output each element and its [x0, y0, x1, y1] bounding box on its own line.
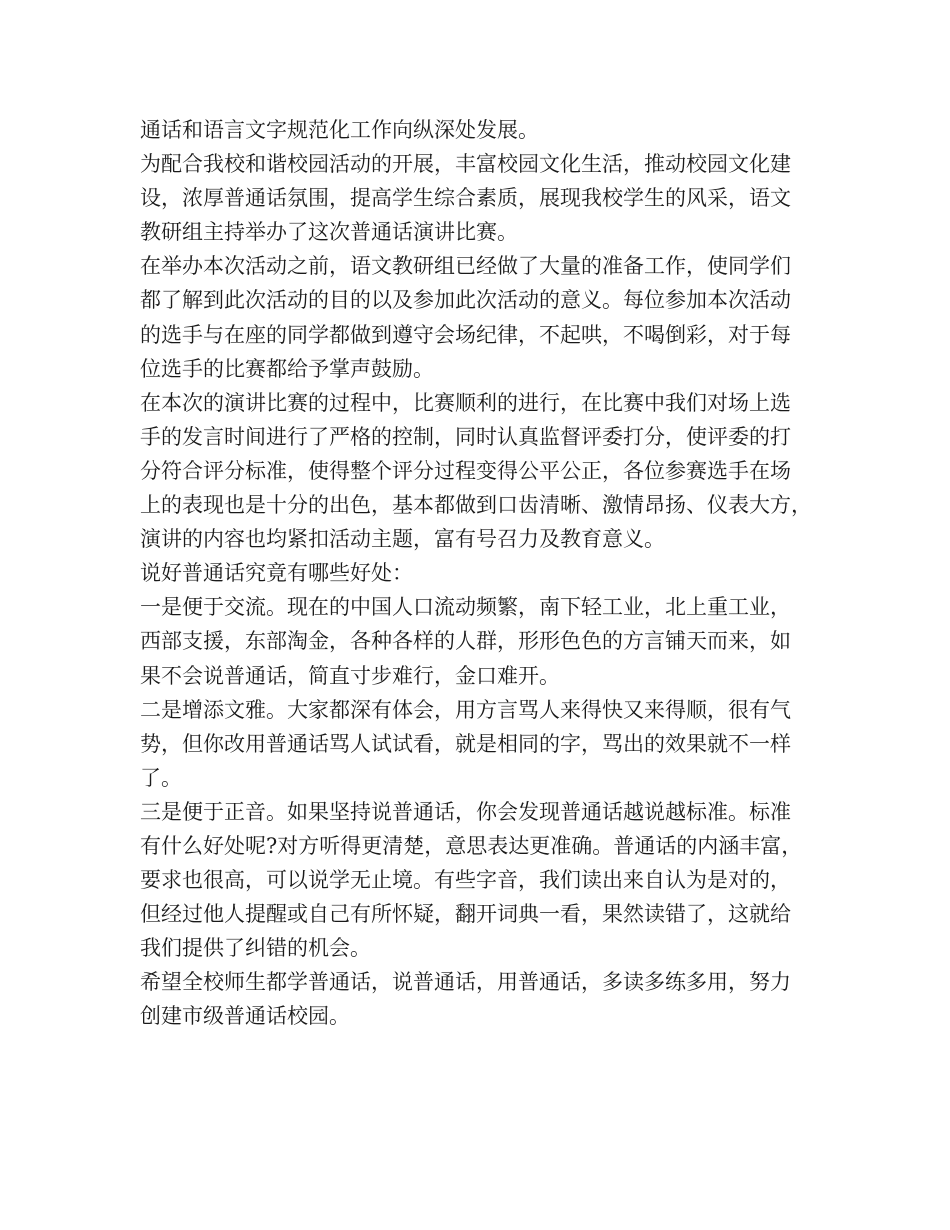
text-line: 都了解到此次活动的目的以及参加此次活动的意义。每位参加本次活动	[140, 288, 791, 313]
text-line: 教研组主持举办了这次普通话演讲比赛。	[140, 220, 518, 245]
text-line: 三是便于正音。如果坚持说普通话，你会发现普通话越说越标准。标准	[140, 799, 791, 824]
text-line: 演讲的内容也均紧扣活动主题，富有号召力及教育意义。	[140, 527, 665, 552]
text-line: 一是便于交流。现在的中国人口流动频繁，南下轻工业，北上重工业，	[140, 595, 791, 620]
text-line: 创建市级普通话校园。	[140, 1004, 350, 1029]
text-line: 二是增添文雅。大家都深有体会，用方言骂人来得快又来得顺，很有气	[140, 697, 791, 722]
text-line: 势，但你改用普通话骂人试试看，就是相同的字，骂出的效果就不一样	[140, 731, 791, 756]
text-line: 希望全校师生都学普通话，说普通话，用普通话，多读多练多用，努力	[140, 970, 791, 995]
text-line: 果不会说普通话，简直寸步难行，金口难开。	[140, 663, 560, 688]
text-line: 在举办本次活动之前，语文教研组已经做了大量的准备工作，使同学们	[140, 254, 791, 279]
text-line: 我们提供了纠错的机会。	[140, 936, 371, 961]
text-line: 有什么好处呢?对方听得更清楚，意思表达更准确。普通话的内涵丰富，	[140, 833, 803, 858]
text-line: 为配合我校和谐校园活动的开展，丰富校园文化生活，推动校园文化建	[140, 152, 791, 177]
document-body	[140, 113, 820, 1034]
text-line: 说好普通话究竟有哪些好处：	[140, 561, 413, 586]
text-line: 分符合评分标准，使得整个评分过程变得公平公正，各位参赛选手在场	[140, 458, 791, 483]
text-line: 上的表现也是十分的出色，基本都做到口齿清晰、激情昂扬、仪表大方，	[140, 493, 812, 518]
text-line: 的选手与在座的同学都做到遵守会场纪律，不起哄，不喝倒彩，对于每	[140, 322, 791, 347]
text-line: 要求也很高，可以说学无止境。有些字音，我们读出来自认为是对的，	[140, 868, 791, 893]
text-line: 通话和语言文字规范化工作向纵深处发展。	[140, 118, 539, 142]
text-line: 但经过他人提醒或自己有所怀疑，翻开词典一看，果然读错了，这就给	[140, 902, 791, 927]
text-line: 西部支援，东部淘金，各种各样的人群，形形色色的方言铺天而来，如	[140, 629, 791, 654]
text-line: 位选手的比赛都给予掌声鼓励。	[140, 356, 434, 381]
text-line: 在本次的演讲比赛的过程中，比赛顺利的进行，在比赛中我们对场上选	[140, 390, 791, 415]
text-line: 设，浓厚普通话氛围，提高学生综合素质，展现我校学生的风采，语文	[140, 186, 791, 211]
text-line: 了。	[140, 765, 182, 790]
text-line: 手的发言时间进行了严格的控制，同时认真监督评委打分，使评委的打	[140, 424, 791, 449]
